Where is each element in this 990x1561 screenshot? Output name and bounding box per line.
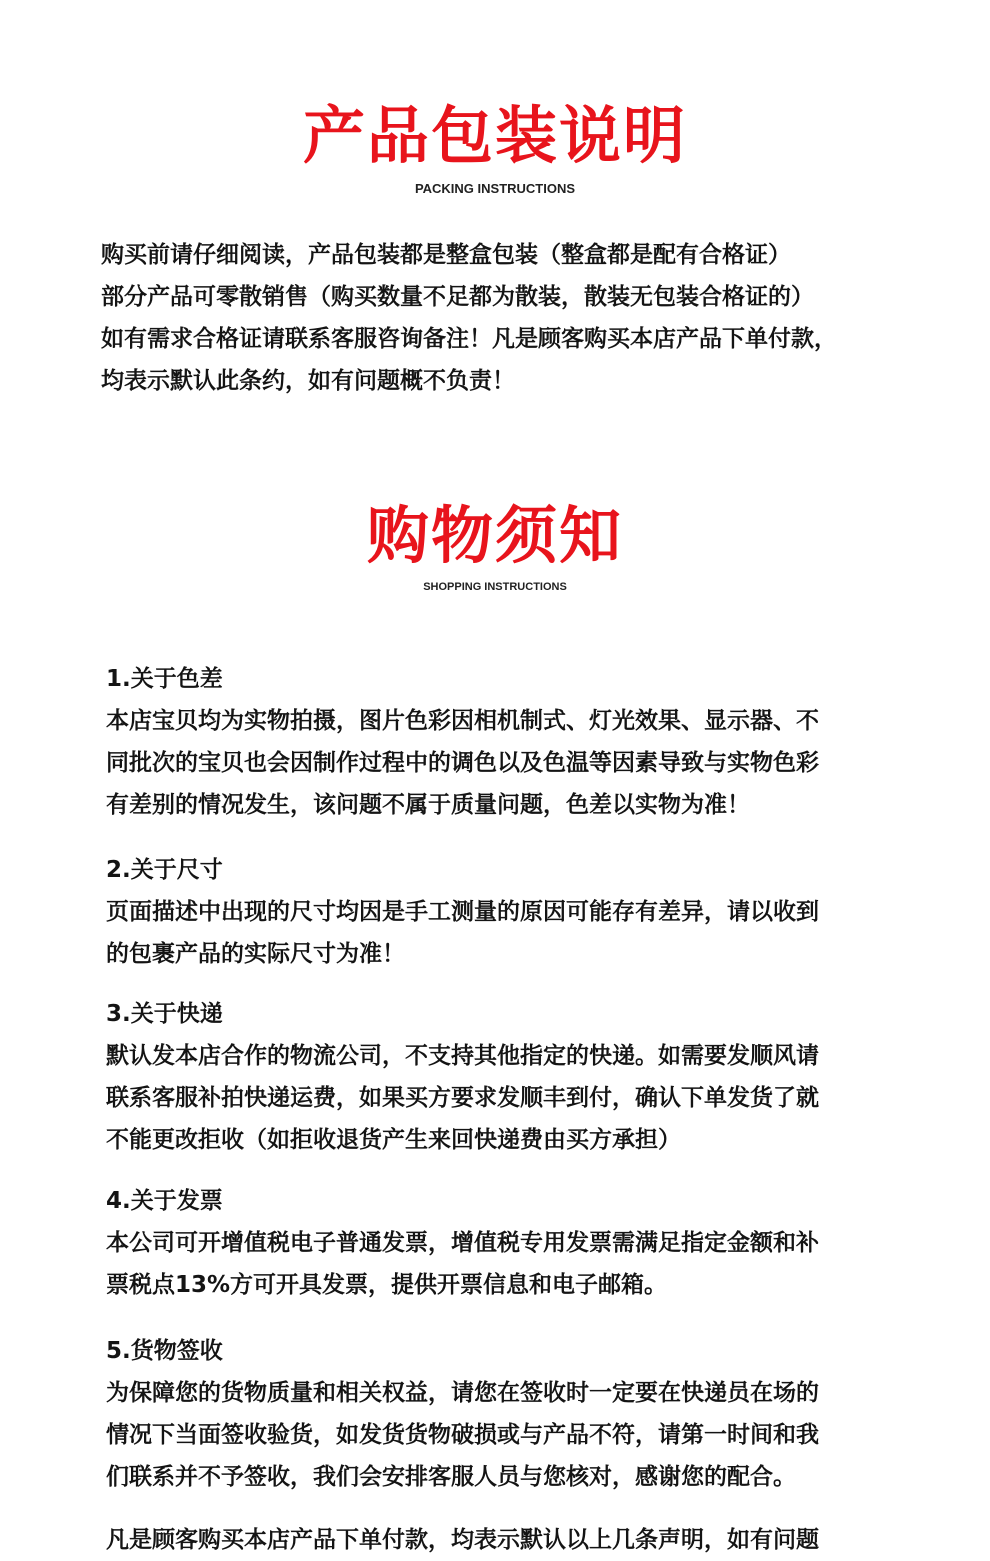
notice-line: 票税点13%方可开具发票，提供开票信息和电子邮箱。 <box>106 1272 668 1298</box>
notice-delivery-signing <box>106 1330 926 1498</box>
packing-subtitle: PACKING INSTRUCTIONS <box>414 181 576 196</box>
notice-line: 同批次的宝贝也会因制作过程中的调色以及色温等因素导致与实物色彩 <box>106 750 819 776</box>
notice-line: 本店宝贝均为实物拍摄，图片色彩因相机制式、灯光效果、显示器、不 <box>106 708 819 734</box>
notice-line: 为保障您的货物质量和相关权益，请您在签收时一定要在快递员在场的 <box>106 1380 819 1406</box>
notice-line: 本公司可开增值税电子普通发票，增值税专用发票需满足指定金额和补 <box>106 1230 819 1256</box>
notice-line: 联系客服补拍快递运费，如果买方要求发顺丰到付，确认下单发货了就 <box>106 1085 819 1111</box>
notice-invoice <box>106 1180 926 1306</box>
notice-heading: 1.关于色差 <box>106 666 223 692</box>
notice-line: 默认发本店合作的物流公司，不支持其他指定的快递。如需要发顺风请 <box>106 1043 819 1069</box>
notice-line: 的包裹产品的实际尺寸为准！ <box>106 941 405 967</box>
truncated-footer-line: 凡是顾客购买本店产品下单付款，均表示默认以上几条声明，如有问题 <box>106 1527 819 1553</box>
notice-line: 不能更改拒收（如拒收退货产生来回快递费由买方承担） <box>106 1127 681 1153</box>
packing-body <box>101 234 931 402</box>
notice-heading: 3.关于快递 <box>106 1001 223 1027</box>
packing-title: 产品包装说明 <box>302 99 687 172</box>
packing-line: 部分产品可零散销售（购买数量不足都为散装，散装无包装合格证的） <box>101 284 814 310</box>
notice-line: 们联系并不予签收，我们会安排客服人员与您核对，感谢您的配合。 <box>106 1464 796 1490</box>
shopping-title: 购物须知 <box>366 499 623 572</box>
notice-line: 有差别的情况发生，该问题不属于质量问题，色差以实物为准！ <box>106 792 750 818</box>
notice-heading: 4.关于发票 <box>106 1188 223 1214</box>
notice-body <box>106 1372 926 1498</box>
notice-body <box>106 700 926 826</box>
notice-color-difference <box>106 658 926 826</box>
shopping-subtitle: SHOPPING INSTRUCTIONS <box>423 581 567 593</box>
notice-body <box>106 1035 926 1161</box>
packing-line: 购买前请仔细阅读，产品包装都是整盒包装（整盒都是配有合格证） <box>101 242 791 268</box>
notice-heading: 2.关于尺寸 <box>106 857 223 883</box>
notice-body <box>106 891 926 975</box>
notice-body <box>106 1222 926 1306</box>
packing-line: 均表示默认此条约，如有问题概不负责！ <box>101 368 515 394</box>
notice-line: 页面描述中出现的尺寸均因是手工测量的原因可能存有差异，请以收到 <box>106 899 819 925</box>
notice-heading: 5.货物签收 <box>106 1338 223 1364</box>
packing-line: 如有需求合格证请联系客服咨询备注！凡是顾客购买本店产品下单付款， <box>101 326 837 352</box>
notice-express <box>106 993 926 1161</box>
notice-line: 情况下当面签收验货，如发货货物破损或与产品不符，请第一时间和我 <box>106 1422 819 1448</box>
notice-size <box>106 849 926 975</box>
